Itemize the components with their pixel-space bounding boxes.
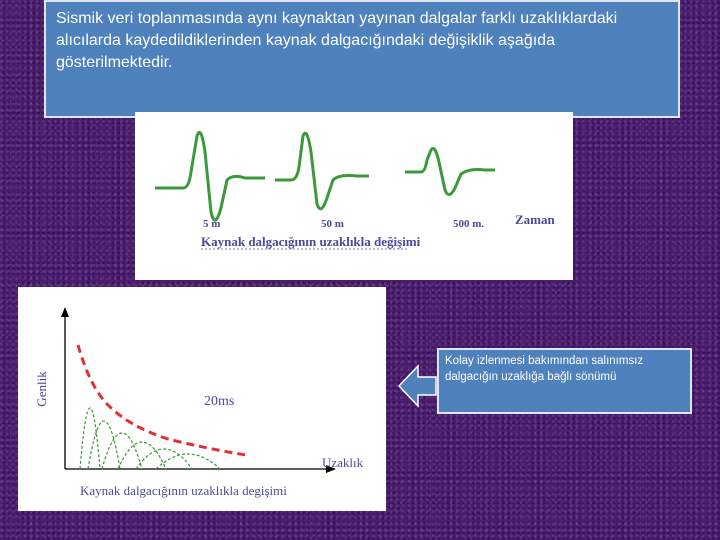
- attenuation-figure-panel: [18, 287, 386, 511]
- left-arrow-icon: [398, 362, 438, 410]
- time-annotation: 20ms: [204, 394, 235, 409]
- y-axis-arrowhead: [61, 307, 69, 317]
- wavelet-series: [80, 408, 220, 469]
- wavelet-3: [102, 433, 142, 469]
- distance-label-5m: 5 m: [203, 218, 221, 230]
- y-axis-label: Genlik: [34, 371, 49, 407]
- wavelet-50m: [275, 133, 369, 209]
- wavelet-6: [156, 454, 220, 469]
- wavelet-1: [80, 408, 100, 469]
- note-text: Kolay izlenmesi bakımından salınımsız dalgacığın uzaklığa bağlı sönümü: [445, 355, 644, 383]
- title-box: [44, 0, 680, 118]
- note-box: [437, 348, 692, 414]
- wavelet-figure: [135, 112, 573, 280]
- distance-label-50m: 50 m: [321, 218, 344, 230]
- title-text: Sismik veri toplanmasında aynı kaynaktan yayınan dalgalar farklı uzaklıklardaki alıcılarda kaydedildiklerinden kaynak dalgacığındaki değişiklik aşağıda gösterilmektedir.: [56, 10, 618, 71]
- bottom-figure-caption: Kaynak dalgacığının uzaklıkla degişimi: [80, 483, 287, 498]
- wavelet-figure-panel: [135, 112, 573, 280]
- top-figure-caption: Kaynak dalgacığının uzaklıkla değişimi: [201, 234, 421, 249]
- attenuation-figure: [18, 287, 386, 511]
- distance-label-500m: 500 m.: [453, 218, 485, 230]
- time-axis-label: Zaman: [515, 212, 555, 227]
- x-axis-label: Uzaklık: [322, 455, 364, 470]
- wavelet-4: [118, 442, 166, 469]
- wavelet-500m: [405, 149, 495, 195]
- wavelet-5m: [155, 132, 265, 220]
